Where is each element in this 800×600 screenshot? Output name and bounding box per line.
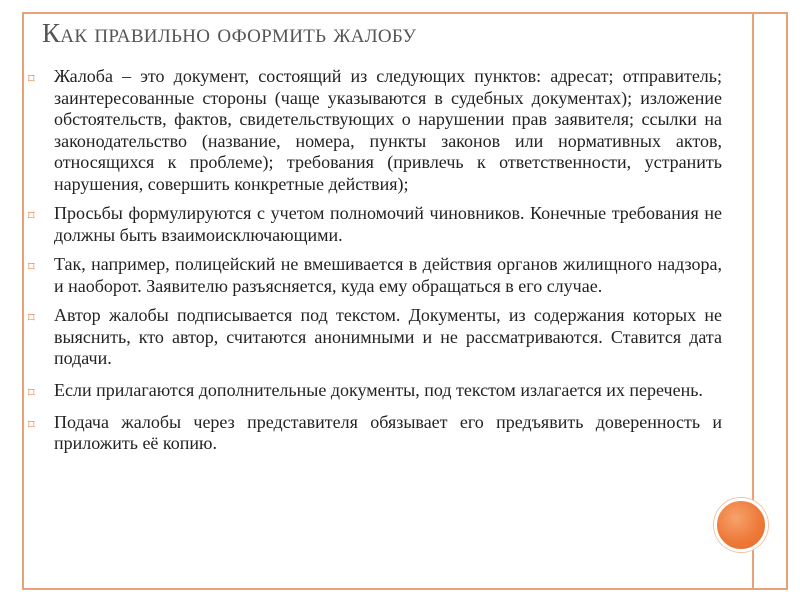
list-item [28,203,722,246]
slide-title: Как правильно оформить жалобу [42,18,417,48]
bullet-icon: ⌑ [28,208,35,223]
bullet-icon: ⌑ [28,310,35,325]
list-item [28,380,722,404]
list-item [28,305,722,370]
list-item [28,412,722,455]
bullet-list [28,66,722,463]
list-item-text: Автор жалобы подписывается под текстом. Документы, из содержания которых не выяснить, кто автор, считаются анонимными и не рассматриваются. Ставится дата подачи. [54,305,722,368]
bullet-icon: ⌑ [28,416,35,432]
list-item-text: Так, например, полицейский не вмешивается в действия органов жилищного надзора, и наоборот. Заявителю разъясняется, куда ему обращаться в его случае. [54,254,722,296]
decorative-circle [714,498,768,552]
list-item [28,66,722,195]
bullet-icon: ⌑ [28,71,35,86]
bullet-icon: ⌑ [28,384,35,400]
list-item-text: Подача жалобы через представителя обязывает его предъявить доверенность и приложить её копию. [54,411,722,453]
list-item [28,254,722,297]
bullet-icon: ⌑ [28,259,35,274]
list-item-text: Если прилагаются дополнительные документы, под текстом излагается их перечень. [54,379,703,400]
list-item-text: Жалоба – это документ, состоящий из следующих пунктов: адресат; отправитель; заинтересованные стороны (чаще указываются в судебных документах); изложение обстоятельств, фактов, свидетельствующих о нарушении прав заявителя; ссылки на законодательство (название, номера, пункты законов или нормативных актов, относящихся к проблеме); требования (привлечь к ответственности, устранить нарушения, совершить конкретные действия); [54,66,722,194]
list-item-text: Просьбы формулируются с учетом полномочий чиновников. Конечные требования не должны быть взаимоисключающими. [54,203,722,245]
